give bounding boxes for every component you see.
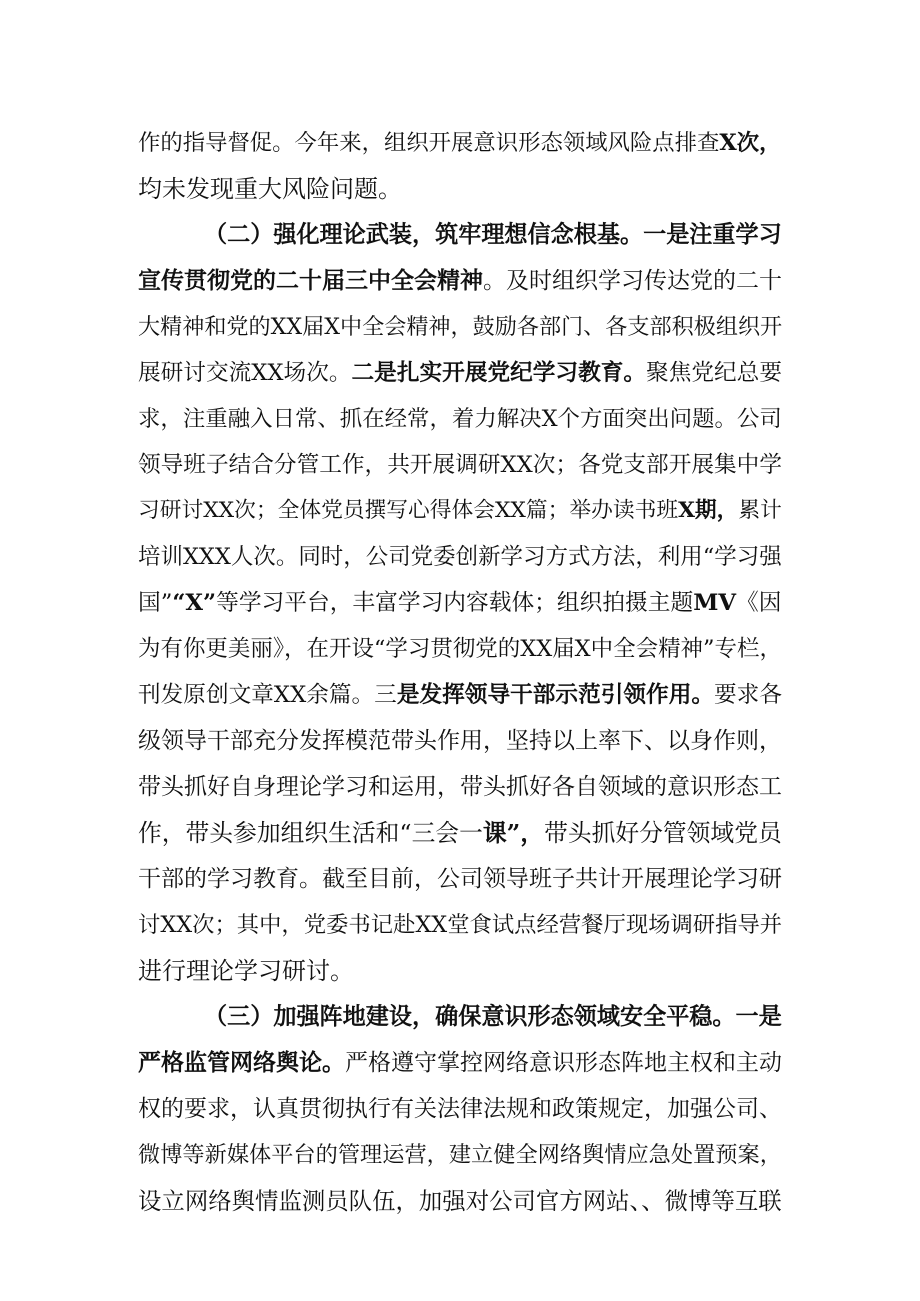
- text-span: 讨XX次；其中，党委书记赴XX堂食试点经营餐厅现场调研指导并: [138, 912, 783, 938]
- text-line: [138, 310, 782, 344]
- text-span: 进行理论学习研讨。: [138, 957, 354, 985]
- text-line: [138, 770, 782, 804]
- text-span: 累计: [738, 498, 782, 523]
- text-span: 要求各: [714, 682, 782, 708]
- text-line: [138, 862, 782, 896]
- text-span: 带头抓好分管领域党员: [544, 819, 782, 847]
- text-line: [138, 678, 782, 712]
- text-line: [138, 1092, 782, 1126]
- bold-text: 宣传贯彻党的二十届三中全会精神: [138, 267, 483, 294]
- text-span: 级领导干部充分发挥模范带头作用，坚持以上率下、以身作则，: [138, 728, 782, 754]
- bold-text: 是发挥领导干部示范引领作用。: [396, 682, 715, 708]
- text-span: 《因: [735, 590, 782, 616]
- text-span: 权的要求，认真贯彻执行有关法律法规和政策规定，加强公司、: [138, 1096, 782, 1122]
- text-line: [204, 218, 782, 252]
- text-line: [138, 126, 781, 160]
- bold-text: X期，: [678, 498, 739, 523]
- text-span: 。及时组织学习传达党的二十: [483, 268, 782, 294]
- text-span: 设立网络舆情监测员队伍，加强对公司官方网站、、微博等互联: [138, 1187, 782, 1215]
- text-line: [138, 356, 782, 390]
- text-line: [138, 494, 782, 528]
- text-span: 求，注重融入日常、抓在经常，着力解决X个方面突出问题。公司: [138, 406, 782, 432]
- text-line: [138, 172, 402, 206]
- bold-text: 严格监管网络舆论。: [138, 1049, 345, 1076]
- bold-text: （二）强化理论武装，筑牢理想信念根基。一是注重学习: [204, 221, 782, 248]
- text-line: [138, 1184, 782, 1218]
- text-line: [138, 540, 782, 574]
- text-span: 严格遵守掌控网络意识形态阵地主权和主动: [345, 1050, 782, 1076]
- text-span: 干部的学习教育。截至目前，公司领导班子共计开展理论学习研: [138, 866, 782, 892]
- text-span: 带头抓好自身理论学习和运用，带头抓好各自领域的意识形态工: [138, 774, 782, 800]
- text-span: 均未发现重大风险问题。: [138, 175, 402, 203]
- bold-text: X次，: [719, 130, 782, 156]
- text-line: [138, 448, 782, 482]
- text-span: 为有你更美丽》，在开设“学习贯彻党的XX届X中全会精神”专栏，: [138, 636, 782, 662]
- text-span: 作，带头参加组织生活和“三会一: [138, 819, 483, 847]
- text-line: [138, 816, 782, 850]
- bold-text: 二是扎实开展党纪学习教育。: [351, 360, 647, 386]
- bold-text: “X”: [172, 590, 217, 616]
- text-span: 展研讨交流XX场次。: [138, 360, 352, 386]
- text-span: 聚焦党纪总要: [646, 360, 782, 386]
- text-span: 大精神和党的XX届X中全会精神，鼓励各部门、各支部积极组织开: [138, 314, 783, 340]
- text-line: [138, 632, 782, 666]
- bold-text: MV: [693, 590, 736, 616]
- text-span: 国”: [138, 590, 173, 616]
- bold-text: 课”，: [482, 819, 545, 847]
- text-span: 作的指导督促。今年来，组织开展意识形态领域风险点排查: [138, 130, 720, 156]
- text-span: 刊发原创文章XX余篇。三: [138, 682, 397, 708]
- text-line: [138, 402, 782, 436]
- text-span: 微博等新媒体平台的管理运营，建立健全网络舆情应急处置预案，: [138, 1142, 782, 1168]
- bold-text: （三）加强阵地建设，确保意识形态领域安全平稳。一是: [204, 1003, 782, 1030]
- text-line: [138, 724, 782, 758]
- text-line: [204, 1000, 782, 1034]
- text-line: [138, 1138, 782, 1172]
- text-span: 等学习平台，丰富学习内容载体；组织拍摄主题: [216, 590, 694, 616]
- text-line: [138, 1046, 782, 1080]
- text-line: [138, 586, 781, 620]
- text-span: 习研讨XX次；全体党员撰写心得体会XX篇；举办读书班: [138, 498, 679, 523]
- text-span: 培训XXX人次。同时，公司党委创新学习方式方法，利用“学习强: [138, 544, 782, 570]
- text-span: 领导班子结合分管工作，共开展调研XX次；各党支部开展集中学: [138, 452, 782, 478]
- text-line: [138, 908, 782, 942]
- text-line: [138, 954, 354, 988]
- text-line: [138, 264, 782, 298]
